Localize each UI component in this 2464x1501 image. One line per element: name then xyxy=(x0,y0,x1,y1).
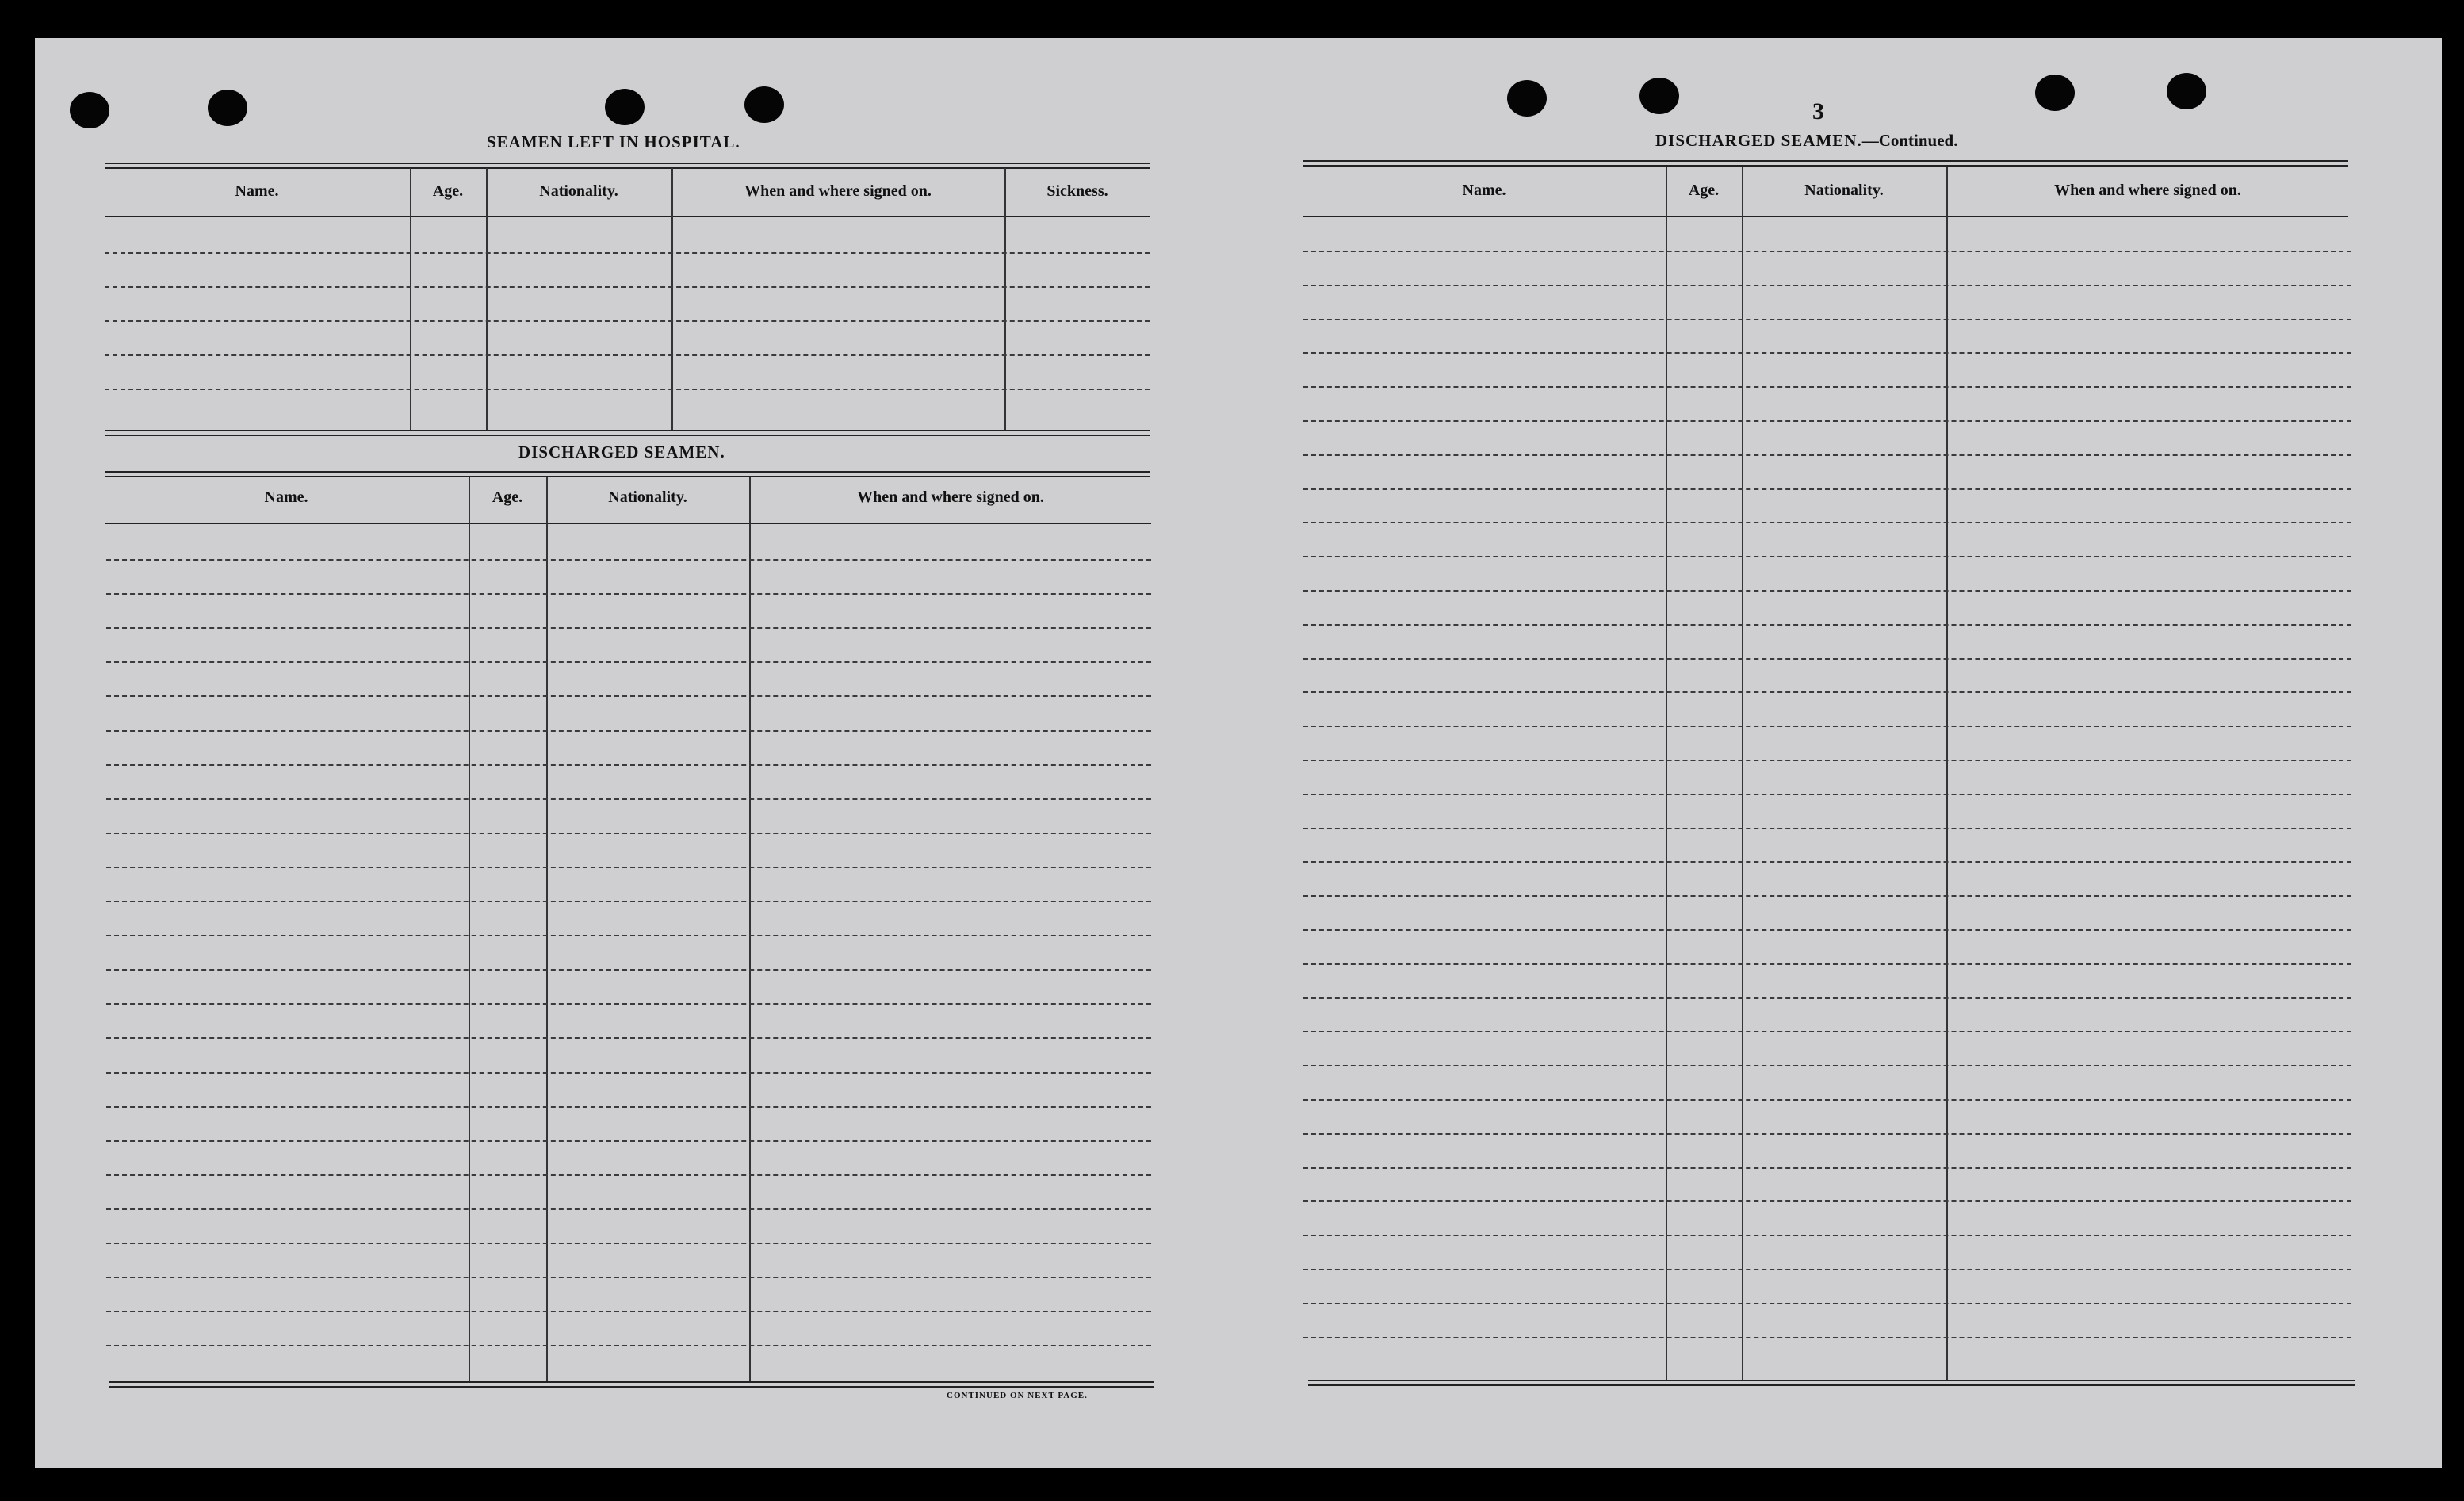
ruled-line xyxy=(106,1174,1151,1176)
punch-hole-icon xyxy=(605,89,645,125)
column-divider xyxy=(486,168,488,430)
ruled-line xyxy=(106,559,1151,561)
continued-section-title xyxy=(1655,131,1957,151)
ruled-line xyxy=(1303,352,2351,354)
section-rule xyxy=(1308,1380,2355,1386)
ruled-line xyxy=(106,661,1151,663)
ruled-line xyxy=(1303,691,2351,693)
ruled-line xyxy=(106,1208,1151,1210)
punch-hole-icon xyxy=(2035,75,2075,111)
column-header-signed-on: When and where signed on. xyxy=(744,182,932,200)
ruled-line xyxy=(1303,319,2351,320)
ruled-line xyxy=(106,1072,1151,1074)
continued-note: CONTINUED ON NEXT PAGE. xyxy=(947,1391,1088,1400)
ruled-line xyxy=(1303,454,2351,456)
header-top-rule xyxy=(105,163,1150,169)
ruled-line xyxy=(1303,1337,2351,1338)
ruled-line xyxy=(1303,1235,2351,1236)
column-divider xyxy=(1004,168,1006,430)
column-divider xyxy=(671,168,673,430)
hospital-section-title: SEAMEN LEFT IN HOSPITAL. xyxy=(487,132,740,151)
ruled-line xyxy=(1303,590,2351,592)
ruled-line xyxy=(106,867,1151,868)
page-number: 3 xyxy=(1812,98,1824,124)
column-divider xyxy=(749,477,751,1381)
ruled-line xyxy=(106,1243,1151,1244)
ruled-line xyxy=(1303,658,2351,660)
ruled-line xyxy=(106,901,1151,902)
punch-hole-icon xyxy=(208,90,247,126)
ruled-line xyxy=(1303,556,2351,557)
ruled-line xyxy=(1303,963,2351,965)
ruled-line xyxy=(1303,386,2351,388)
column-divider xyxy=(546,477,548,1381)
punch-hole-icon xyxy=(744,86,784,123)
header-top-rule xyxy=(105,471,1150,477)
ruled-line xyxy=(1303,522,2351,523)
ruled-line xyxy=(1303,285,2351,286)
ruled-line xyxy=(1303,420,2351,422)
ruled-line xyxy=(106,1345,1151,1346)
column-header-nationality: Nationality. xyxy=(539,182,618,200)
column-header-sickness: Sickness. xyxy=(1046,182,1108,200)
ruled-line xyxy=(1303,1031,2351,1032)
column-header-age: Age. xyxy=(492,488,523,506)
column-divider xyxy=(410,168,411,430)
punch-hole-icon xyxy=(1507,80,1547,117)
header-bottom-rule xyxy=(105,216,1150,217)
ruled-line xyxy=(105,354,1150,356)
header-bottom-rule xyxy=(105,523,1151,524)
ruled-line xyxy=(1303,1303,2351,1304)
ruled-line xyxy=(105,320,1150,322)
ruled-line xyxy=(1303,895,2351,897)
column-divider xyxy=(1666,167,1667,1380)
ruled-line xyxy=(106,1277,1151,1278)
ruled-line xyxy=(1303,794,2351,795)
ruled-line xyxy=(1303,726,2351,727)
ruled-line xyxy=(1303,251,2351,252)
ruled-line xyxy=(106,1037,1151,1039)
ruled-line xyxy=(1303,1099,2351,1101)
ruled-line xyxy=(1303,624,2351,626)
column-header-name: Name. xyxy=(235,182,279,200)
ruled-line xyxy=(1303,1167,2351,1169)
ruled-line xyxy=(1303,828,2351,829)
section-rule xyxy=(105,430,1150,436)
ruled-line xyxy=(106,627,1151,629)
ruled-line xyxy=(1303,929,2351,931)
ruled-line xyxy=(106,798,1151,800)
header-top-rule xyxy=(1303,160,2348,167)
punch-hole-icon xyxy=(1639,78,1679,114)
ruled-line xyxy=(1303,760,2351,761)
ruled-line xyxy=(1303,1269,2351,1270)
continued-section-title-main: DISCHARGED SEAMEN. xyxy=(1655,131,1862,150)
section-rule xyxy=(109,1381,1154,1388)
ruled-line xyxy=(1303,1200,2351,1202)
ruled-line xyxy=(105,389,1150,390)
column-divider xyxy=(1742,167,1743,1380)
ruled-line xyxy=(1303,861,2351,863)
column-header-age: Age. xyxy=(1688,182,1720,199)
column-header-name: Name. xyxy=(264,488,308,506)
punch-hole-icon xyxy=(2167,73,2206,109)
header-bottom-rule xyxy=(1303,216,2348,217)
punch-hole-icon xyxy=(70,92,109,128)
ruled-line xyxy=(106,1311,1151,1312)
discharged-section-title: DISCHARGED SEAMEN. xyxy=(518,442,725,461)
ruled-line xyxy=(106,764,1151,766)
ruled-line xyxy=(1303,1133,2351,1135)
column-header-nationality: Nationality. xyxy=(608,488,687,506)
continued-section-title-suffix: —Continued. xyxy=(1861,131,1958,150)
ruled-line xyxy=(105,286,1150,288)
ruled-line xyxy=(1303,997,2351,999)
column-header-signed-on: When and where signed on. xyxy=(2054,182,2241,199)
column-header-signed-on: When and where signed on. xyxy=(857,488,1044,506)
column-header-age: Age. xyxy=(432,182,464,200)
column-divider xyxy=(469,477,470,1381)
column-header-name: Name. xyxy=(1462,182,1506,199)
column-divider xyxy=(1946,167,1948,1380)
ruled-line xyxy=(106,935,1151,936)
ruled-line xyxy=(106,1106,1151,1108)
ruled-line xyxy=(106,695,1151,697)
ruled-line xyxy=(106,730,1151,732)
ruled-line xyxy=(106,593,1151,595)
ruled-line xyxy=(105,252,1150,254)
column-header-nationality: Nationality. xyxy=(1804,182,1884,199)
ruled-line xyxy=(1303,488,2351,490)
ruled-line xyxy=(106,969,1151,971)
ruled-line xyxy=(106,833,1151,834)
ruled-line xyxy=(106,1003,1151,1005)
ruled-line xyxy=(106,1140,1151,1142)
ruled-line xyxy=(1303,1065,2351,1066)
